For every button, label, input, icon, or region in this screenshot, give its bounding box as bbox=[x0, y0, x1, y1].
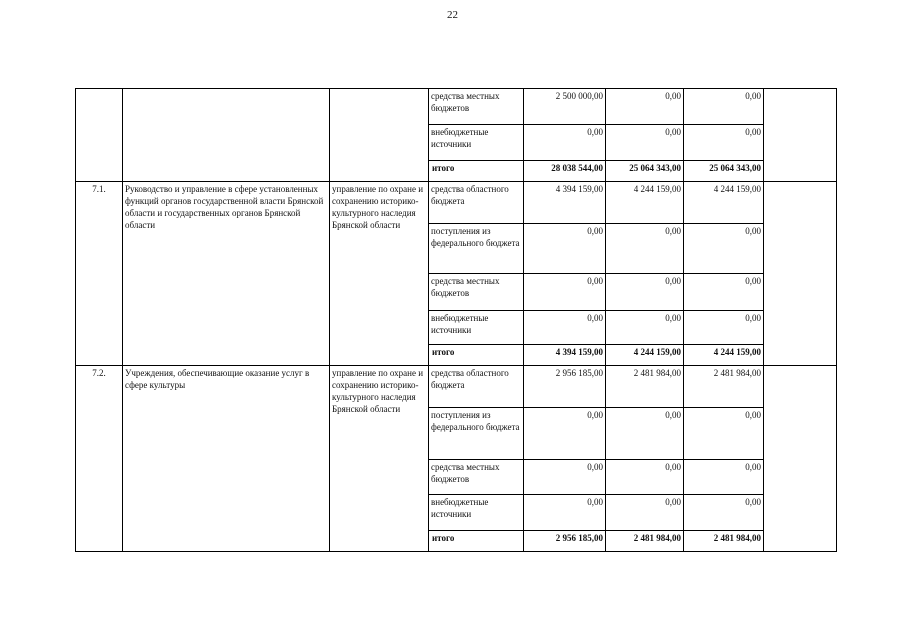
amount-cell: 0,00 bbox=[524, 274, 606, 311]
item-name-cell: Учреждения, обеспечивающие оказание услуг в сфере культуры bbox=[123, 366, 330, 552]
executor-cell: управление по охране и сохранению историко-культурного наследия Брянской области bbox=[330, 366, 429, 552]
amount-cell: 0,00 bbox=[524, 125, 606, 161]
funding-source-cell: средства местных бюджетов bbox=[429, 460, 524, 495]
amount-cell: 0,00 bbox=[524, 408, 606, 460]
amount-cell: 0,00 bbox=[684, 125, 764, 161]
executor-cell bbox=[330, 89, 429, 182]
amount-cell: 0,00 bbox=[524, 224, 606, 274]
note-cell bbox=[764, 89, 837, 182]
note-cell bbox=[764, 182, 837, 366]
amount-cell: 0,00 bbox=[524, 460, 606, 495]
amount-cell: 0,00 bbox=[524, 495, 606, 531]
amount-cell: 0,00 bbox=[606, 125, 684, 161]
amount-cell: 0,00 bbox=[606, 460, 684, 495]
funding-source-cell: средства областного бюджета bbox=[429, 366, 524, 408]
executor-cell: управление по охране и сохранению историко-культурного наследия Брянской области bbox=[330, 182, 429, 366]
amount-cell: 0,00 bbox=[606, 311, 684, 345]
amount-cell: 0,00 bbox=[606, 274, 684, 311]
funding-source-cell: поступления из федерального бюджета bbox=[429, 408, 524, 460]
amount-cell: 0,00 bbox=[684, 274, 764, 311]
item-number-cell: 7.1. bbox=[76, 182, 123, 366]
amount-cell: 4 244 159,00 bbox=[606, 182, 684, 224]
total-amount-cell: 4 244 159,00 bbox=[684, 345, 764, 366]
amount-cell: 4 244 159,00 bbox=[684, 182, 764, 224]
amount-cell: 4 394 159,00 bbox=[524, 182, 606, 224]
funding-source-cell: средства областного бюджета bbox=[429, 182, 524, 224]
amount-cell: 0,00 bbox=[606, 495, 684, 531]
funding-source-cell: средства местных бюджетов bbox=[429, 274, 524, 311]
item-name-cell: Руководство и управление в сфере установленных функций органов государственной власти Брянской области и государственных органов Брянской области bbox=[123, 182, 330, 366]
amount-cell: 2 481 984,00 bbox=[606, 366, 684, 408]
total-amount-cell: 25 064 343,00 bbox=[606, 161, 684, 182]
total-amount-cell: 4 244 159,00 bbox=[606, 345, 684, 366]
funding-source-cell: внебюджетные источники bbox=[429, 125, 524, 161]
amount-cell: 2 956 185,00 bbox=[524, 366, 606, 408]
funding-source-cell: средства местных бюджетов bbox=[429, 89, 524, 125]
amount-cell: 0,00 bbox=[606, 408, 684, 460]
total-amount-cell: 28 038 544,00 bbox=[524, 161, 606, 182]
amount-cell: 2 500 000,00 bbox=[524, 89, 606, 125]
item-number-cell bbox=[76, 89, 123, 182]
table-row bbox=[76, 366, 837, 408]
total-amount-cell: 25 064 343,00 bbox=[684, 161, 764, 182]
funding-source-cell: внебюджетные источники bbox=[429, 311, 524, 345]
amount-cell: 0,00 bbox=[606, 89, 684, 125]
amount-cell: 0,00 bbox=[684, 89, 764, 125]
amount-cell: 0,00 bbox=[684, 224, 764, 274]
item-number-cell: 7.2. bbox=[76, 366, 123, 552]
table-row bbox=[76, 89, 837, 125]
amount-cell: 0,00 bbox=[606, 224, 684, 274]
budget-table bbox=[75, 88, 837, 552]
note-cell bbox=[764, 366, 837, 552]
table-row bbox=[76, 182, 837, 224]
funding-source-cell: итого bbox=[429, 161, 524, 182]
funding-source-cell: итого bbox=[429, 345, 524, 366]
total-amount-cell: 2 481 984,00 bbox=[606, 531, 684, 552]
amount-cell: 0,00 bbox=[684, 311, 764, 345]
total-amount-cell: 4 394 159,00 bbox=[524, 345, 606, 366]
item-name-cell bbox=[123, 89, 330, 182]
amount-cell: 2 481 984,00 bbox=[684, 366, 764, 408]
total-amount-cell: 2 481 984,00 bbox=[684, 531, 764, 552]
amount-cell: 0,00 bbox=[684, 460, 764, 495]
amount-cell: 0,00 bbox=[684, 495, 764, 531]
funding-source-cell: поступления из федерального бюджета bbox=[429, 224, 524, 274]
page-number: 22 bbox=[447, 9, 458, 21]
amount-cell: 0,00 bbox=[684, 408, 764, 460]
total-amount-cell: 2 956 185,00 bbox=[524, 531, 606, 552]
amount-cell: 0,00 bbox=[524, 311, 606, 345]
funding-source-cell: итого bbox=[429, 531, 524, 552]
funding-source-cell: внебюджетные источники bbox=[429, 495, 524, 531]
